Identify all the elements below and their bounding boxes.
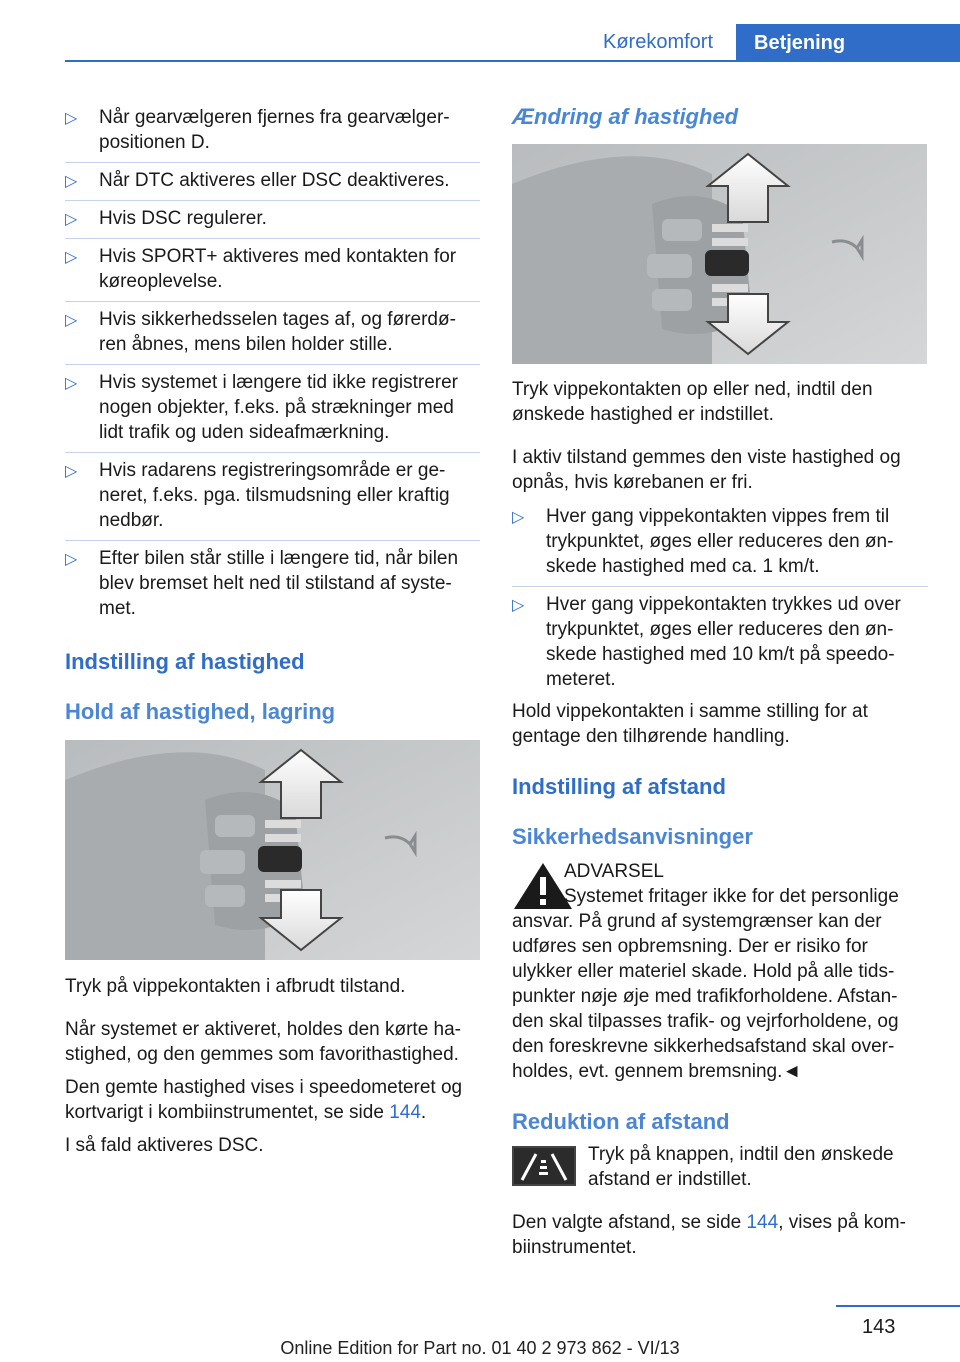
paragraph: Tryk vippekontakten op eller ned, indtil den ønskede hastighed er indstillet.: [512, 379, 873, 425]
paragraph: Den gemte hastighed vises i speedometeret og kortvarigt i kombiinstrumentet, se side 144.: [65, 1077, 463, 1123]
list-item: ▷ Når gearvælgeren fjernes fra gearvælger-positionen D.: [65, 100, 480, 163]
heading-hold-speed: Hold af hastighed, lagring: [65, 699, 336, 724]
triangle-bullet-icon: ▷: [512, 597, 525, 614]
list-item: ▷ Hvis systemet i længere tid ikke registrerer nogen objekter, f.eks. på strækninger med lidt trafik og uden sideafmærkning.: [65, 365, 480, 453]
list-item: ▷ Hver gang vippekontakten vippes frem til trykpunktet, øges eller reduceres den øn-skede hastighed med ca. 1 km/t.: [512, 499, 928, 587]
header-rule: [65, 60, 960, 62]
warning-block: [512, 859, 928, 1084]
heading-reduce-distance: Reduktion af afstand: [512, 1109, 730, 1134]
paragraph: I aktiv tilstand gemmes den viste hastighed og opnås, hvis kørebanen er fri.: [512, 447, 901, 493]
speed-step-list: [512, 499, 928, 699]
paragraph: Den valgte afstand, se side 144, vises på kom-biinstrumentet.: [512, 1212, 906, 1258]
heading-safety: Sikkerhedsanvisninger: [512, 824, 753, 849]
footer-rule: [836, 1305, 960, 1307]
warning-triangle-icon: [512, 861, 574, 911]
heading-speed-setting: Indstilling af hastighed: [65, 649, 305, 674]
paragraph: Tryk på knappen, indtil den ønskede afstand er indstillet.: [588, 1144, 894, 1190]
heading-distance-setting: Indstilling af afstand: [512, 774, 726, 799]
triangle-bullet-icon: ▷: [65, 249, 78, 266]
paragraph: I så fald aktiveres DSC.: [65, 1135, 264, 1156]
triangle-bullet-icon: ▷: [65, 211, 78, 228]
list-item: ▷ Når DTC aktiveres eller DSC deaktiveres.: [65, 163, 480, 201]
list-item: ▷ Hvis radarens registreringsområde er ge-neret, f.eks. pga. tilsmudsning eller kraftig nedbør.: [65, 453, 480, 541]
chapter-tab: Betjening: [736, 24, 960, 62]
page-link[interactable]: 144: [389, 1102, 421, 1123]
list-item: ▷ Hvis DSC regulerer.: [65, 201, 480, 239]
triangle-bullet-icon: ▷: [65, 110, 78, 127]
list-item: ▷ Hvis SPORT+ aktiveres med kontakten for køreoplevelse.: [65, 239, 480, 302]
triangle-bullet-icon: ▷: [512, 509, 525, 526]
page-link[interactable]: 144: [746, 1212, 779, 1233]
left-column: [65, 90, 480, 1158]
paragraph: Når systemet er aktiveret, holdes den kørte ha-stighed, og den gemmes som favorithastighed.: [65, 1019, 461, 1065]
list-item: ▷ Hver gang vippekontakten trykkes ud over trykpunktet, øges eller reduceres den øn-skede hastighed med 10 km/t på speedo-meteret.: [512, 594, 901, 690]
steering-wheel-figure: [512, 144, 927, 364]
triangle-bullet-icon: ▷: [65, 463, 78, 480]
page-number: 143: [862, 1316, 896, 1338]
distance-button-icon: [512, 1146, 576, 1186]
heading-change-speed: Ændring af hastighed: [512, 104, 739, 129]
section-title: Kørekomfort: [602, 31, 714, 53]
list-item: ▷ Efter bilen står stille i længere tid, når bilen blev bremset helt ned til stilstand af syste-met.: [65, 548, 459, 619]
distance-button-row: [512, 1142, 928, 1192]
triangle-bullet-icon: ▷: [65, 551, 78, 568]
list-item: ▷ Hvis sikkerhedsselen tages af, og førerdø-ren åbnes, mens bilen holder stille.: [65, 302, 480, 365]
deactivation-list: [65, 100, 480, 628]
warning-title: ADVARSEL: [564, 861, 664, 882]
triangle-bullet-icon: ▷: [65, 375, 78, 392]
triangle-bullet-icon: ▷: [65, 173, 78, 190]
triangle-bullet-icon: ▷: [65, 312, 78, 329]
page-header: [0, 0, 960, 62]
steering-wheel-figure: [65, 740, 480, 960]
paragraph: Tryk på vippekontakten i afbrudt tilstand.: [65, 976, 406, 997]
right-column: [512, 90, 928, 1260]
paragraph: Hold vippekontakten i samme stilling for at gentage den tilhørende handling.: [512, 701, 868, 747]
edition-footer: Online Edition for Part no. 01 40 2 973 862 - VI/13: [280, 1338, 680, 1358]
warning-text: Systemet fritager ikke for det personlige ansvar. På grund af systemgrænser kan der udføres sen opbremsning. Der er risiko for ulykker eller materiel skade. Hold på alle tids-punkter nøje øje med trafikforholdene. Afstan-den skal tilpasses trafik- og vejrforholdene, og den foreskrevne sikkerhedsafstand skal over-holdes, evt. gennem bremsning.◄: [512, 886, 899, 1082]
